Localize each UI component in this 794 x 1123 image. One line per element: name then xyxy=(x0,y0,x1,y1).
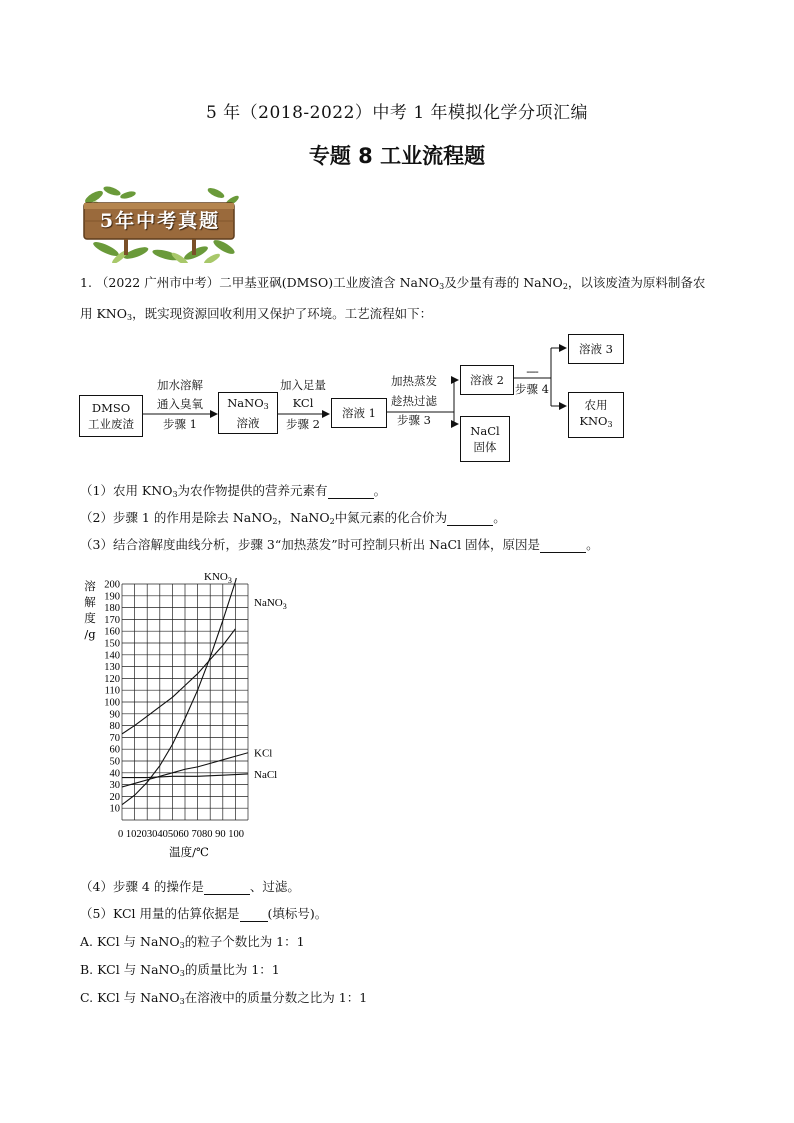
y-tick-label: 120 xyxy=(104,673,120,685)
y-tick-label: 160 xyxy=(104,626,120,638)
x-axis-label: 温度/℃ xyxy=(169,845,209,859)
option-a: A. KCl 与 NaNO$_3$的粒子个数比为 1：1 xyxy=(80,934,305,950)
y-tick-label: 180 xyxy=(104,603,120,615)
y-axis-label-char: 溶 xyxy=(84,579,96,593)
series-label-nano3: NaNO$_3$ xyxy=(254,597,287,611)
box-dmso-waste: DMSO 工业废渣 xyxy=(79,395,143,437)
box-nano3-solution: NaNO$_3$ 溶液 xyxy=(218,392,278,434)
question-source: （2022 广州市中考） xyxy=(95,275,220,290)
y-axis-label-char: 解 xyxy=(84,595,96,609)
step3-operation-2: 趁热过滤 xyxy=(391,394,437,408)
box-nacl-solid: NaCl 固体 xyxy=(460,416,510,462)
y-tick-label: 190 xyxy=(104,591,120,603)
y-tick-label: 40 xyxy=(109,768,120,780)
y-tick-label: 10 xyxy=(109,803,120,815)
solubility-chart-svg xyxy=(76,566,296,866)
series-title: 5 年（2018-2022）中考 1 年模拟化学分项汇编 xyxy=(205,103,589,123)
sub-question-5: （5）KCl 用量的估算依据是 (填标号)。 xyxy=(80,906,328,921)
step4-label: 步骤 4 xyxy=(515,382,549,396)
box-solution-3: 溶液 3 xyxy=(568,334,624,364)
question-number: 1. xyxy=(80,275,92,290)
y-tick-label: 130 xyxy=(104,662,120,674)
sub-question-1: （1）农用 $KNO_3$为农作物提供的营养元素有 。 xyxy=(80,483,387,499)
y-tick-label: 170 xyxy=(104,614,120,626)
step2-label: 步骤 2 xyxy=(286,417,320,431)
box-kno3-product: 农用 $KNO_3$ xyxy=(568,392,624,438)
question-stem: 1. （2022 广州市中考）二甲基亚砜(DMSO)工业废渣含 NaNO$_3$及少量有毒的 NaNO$_2$，以该废渣为原料制备农 用 $KNO_3$，既实现资源回收利用又保护了环境。工艺流程如下： xyxy=(80,275,706,322)
series-label-nacl: NaCl xyxy=(254,768,278,781)
x-tick-labels: 0 102030405060 7080 90 100 xyxy=(118,829,244,840)
series-label-kcl: KCl xyxy=(254,747,273,760)
y-tick-label: 100 xyxy=(104,697,120,709)
step3-operation-1: 加热蒸发 xyxy=(391,374,437,388)
y-tick-label: 110 xyxy=(104,685,120,697)
y-tick-label: 200 xyxy=(104,579,120,591)
y-tick-label: 30 xyxy=(109,780,120,792)
step1-label: 步骤 1 xyxy=(163,417,197,431)
y-tick-label: 140 xyxy=(104,650,120,662)
y-tick-label: 150 xyxy=(104,638,120,650)
y-axis-label-char: 度 xyxy=(84,611,96,625)
option-c: C. KCl 与 NaNO$_3$在溶液中的质量分数之比为 1：1 xyxy=(80,990,368,1006)
y-tick-label: 60 xyxy=(109,744,120,756)
step1-reagent-1: 加水溶解 xyxy=(157,378,203,392)
step2-reagent-2: KCl xyxy=(292,396,314,410)
answer-blank[interactable] xyxy=(204,894,250,895)
box-solution-1: 溶液 1 xyxy=(331,398,387,428)
y-axis-label-char: /g xyxy=(84,627,96,641)
answer-blank[interactable] xyxy=(447,525,493,526)
answer-blank[interactable] xyxy=(328,498,374,499)
step2-reagent-1: 加入足量 xyxy=(280,378,326,392)
sub-question-3: （3）结合溶解度曲线分析，步骤 3“加热蒸发”时可控制只析出 NaCl 固体，原因是 。 xyxy=(80,537,599,552)
badge-text: 5年中考真题 xyxy=(99,210,221,232)
answer-blank[interactable] xyxy=(540,552,586,553)
step3-label: 步骤 3 xyxy=(397,413,431,427)
box-solution-2: 溶液 2 xyxy=(460,365,514,395)
y-tick-label: 50 xyxy=(109,756,120,768)
series-label-kno3: $KNO_3$ xyxy=(204,571,232,585)
step4-blank: ---- xyxy=(526,364,538,378)
answer-blank[interactable] xyxy=(240,921,268,922)
y-tick-label: 90 xyxy=(109,709,120,721)
sub-question-2: （2）步骤 1 的作用是除去 NaNO$_2$，NaNO$_2$中氮元素的化合价为 。 xyxy=(80,510,506,526)
y-tick-label: 20 xyxy=(109,791,120,803)
step1-reagent-2: 通入臭氧 xyxy=(157,397,203,411)
y-tick-label: 80 xyxy=(109,721,120,733)
series-line-nano3 xyxy=(122,629,235,734)
option-b: B. KCl 与 NaNO$_3$的质量比为 1：1 xyxy=(80,962,280,978)
sub-question-4: （4）步骤 4 的操作是 、过滤。 xyxy=(80,879,300,894)
y-tick-label: 70 xyxy=(109,732,120,744)
solubility-chart xyxy=(76,566,296,866)
topic-title: 专题 8 工业流程题 xyxy=(308,144,486,168)
